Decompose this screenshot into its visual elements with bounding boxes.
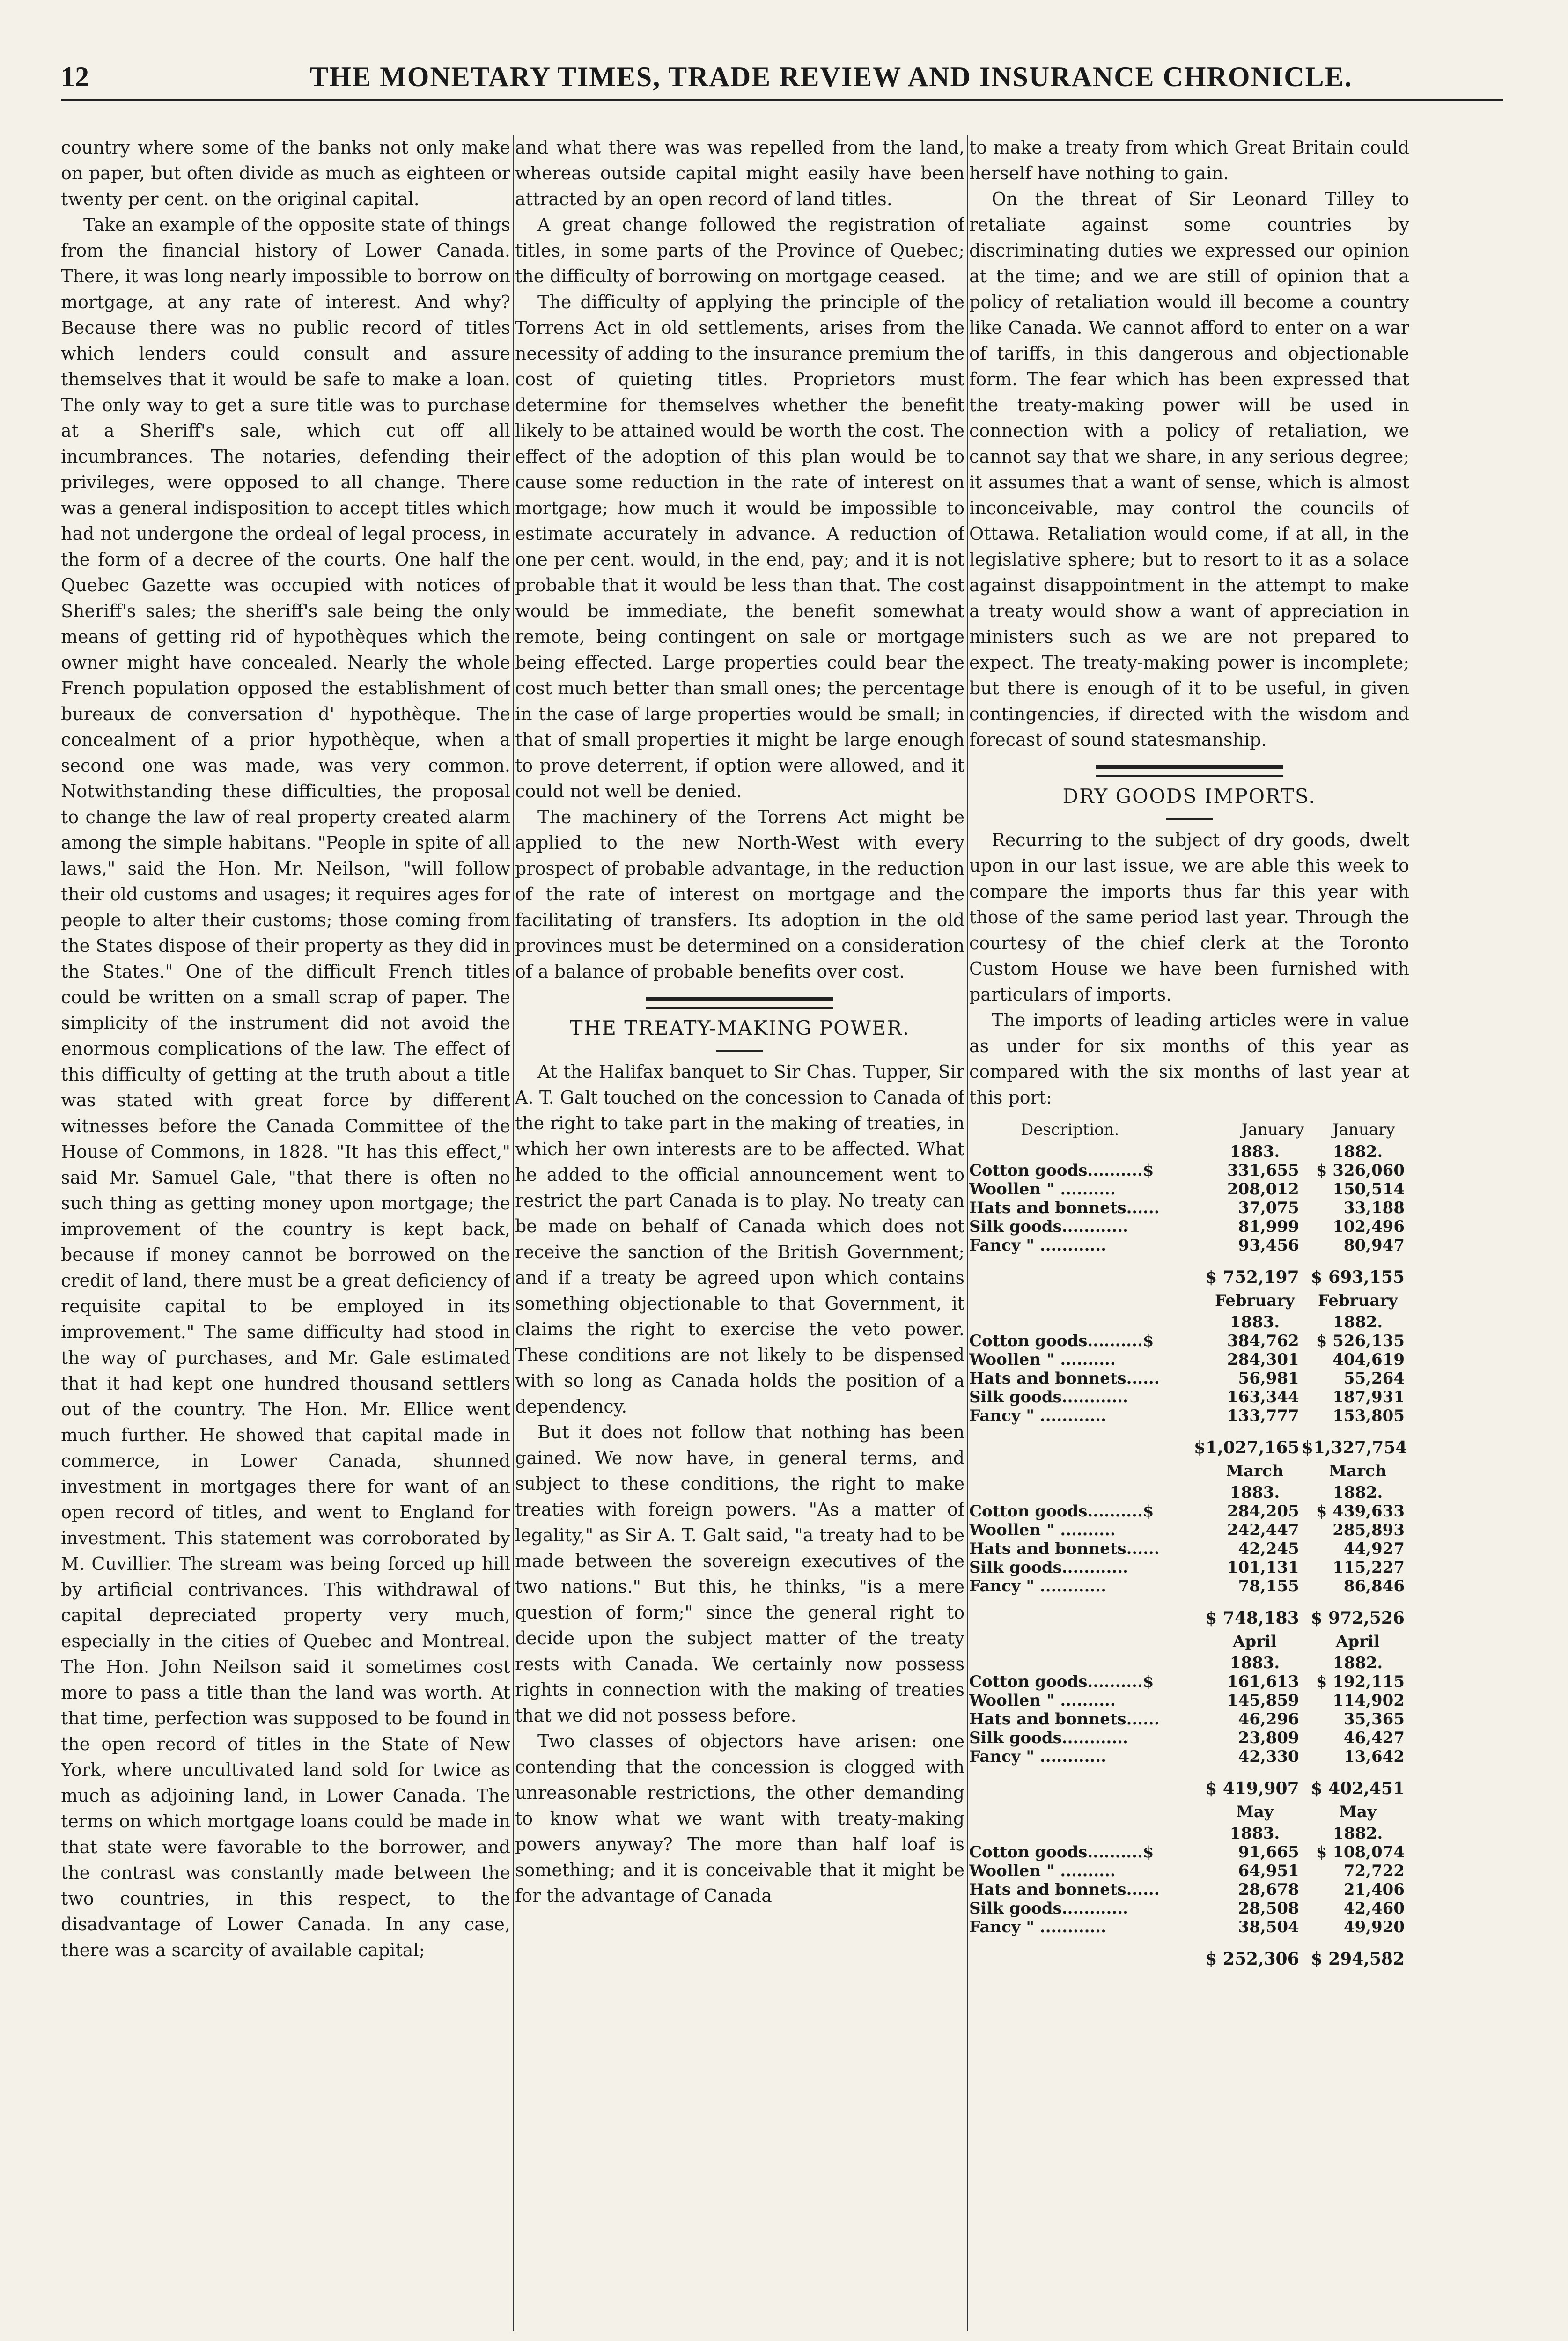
period-months (969, 1462, 1409, 1480)
value-1882: 13,642 (1343, 1747, 1405, 1766)
value-1882: 150,514 (1332, 1180, 1405, 1199)
value-1882: 80,947 (1343, 1236, 1405, 1255)
paragraph: The imports of leading articles were in value as under for six months of this year as compared with the six months of last year at this port: (969, 1010, 1409, 1108)
article-heading-treaty-making-power: THE TREATY-MAKING POWER. (569, 1016, 910, 1039)
year-1882: 1882. (1332, 1142, 1383, 1161)
row-label: Silk goods............ (969, 1217, 1128, 1236)
value-1882: 42,460 (1343, 1899, 1405, 1918)
table-row (969, 1406, 1409, 1425)
table-row (969, 1350, 1409, 1369)
table-row (969, 1369, 1409, 1388)
total-row (969, 1266, 1409, 1288)
row-label: Cotton goods..........$ (969, 1672, 1154, 1691)
table-row (969, 1236, 1409, 1255)
period-month-1882: January (1332, 1120, 1395, 1139)
row-label: Hats and bonnets...... (969, 1199, 1160, 1217)
table-row (969, 1161, 1409, 1180)
table-row (969, 1747, 1409, 1766)
period-month-1883: May (1236, 1803, 1274, 1821)
total-1882: $ 693,155 (1310, 1267, 1405, 1287)
year-1883: 1883. (1229, 1824, 1280, 1843)
table-row (969, 1332, 1409, 1350)
paragraph: Two classes of objectors have arisen: one contending that the concession is clogged with unreasonable restrictions, the other demanding to know what we want with treaty-making powers anyway? The more than half loaf is something; and it is conceivable that it might be for the advantage of Canada (515, 1731, 964, 1906)
period-month-1882: May (1339, 1803, 1377, 1821)
row-label: Cotton goods..........$ (969, 1502, 1154, 1521)
year-1882: 1882. (1332, 1313, 1383, 1332)
row-label: Silk goods............ (969, 1558, 1128, 1577)
value-1883: 208,012 (1227, 1180, 1299, 1199)
row-label: Fancy " ............ (969, 1747, 1106, 1766)
value-1882: 49,920 (1343, 1918, 1405, 1936)
publication-title: THE MONETARY TIMES, TRADE REVIEW AND INSURANCE CHRONICLE. (309, 61, 1353, 92)
value-1882: $ 108,074 (1316, 1843, 1405, 1862)
table-row (969, 1199, 1409, 1217)
period-years (969, 1483, 1409, 1502)
period-month-1883: February (1215, 1291, 1295, 1310)
total-row (969, 1607, 1409, 1629)
section-separator (1096, 765, 1283, 777)
row-label: Silk goods............ (969, 1388, 1128, 1406)
column-divider (513, 135, 514, 2331)
year-1883: 1883. (1229, 1313, 1280, 1332)
heading-rule (716, 1050, 763, 1052)
value-1883: 133,777 (1227, 1406, 1299, 1425)
table-row (969, 1691, 1409, 1710)
paragraph: to make a treaty from which Great Britain could herself have nothing to gain. (969, 137, 1409, 184)
table-row (969, 1880, 1409, 1899)
total-1882: $ 294,582 (1310, 1949, 1405, 1969)
total-1883: $ 748,183 (1205, 1608, 1299, 1628)
total-1883: $ 752,197 (1205, 1267, 1299, 1287)
table-row (969, 1180, 1409, 1199)
value-1883: 331,655 (1227, 1161, 1299, 1180)
column-3 (969, 135, 1409, 2326)
article-heading-dry-goods-imports: DRY GOODS IMPORTS. (1062, 785, 1316, 808)
period-months (969, 1632, 1409, 1651)
value-1882: 404,619 (1332, 1350, 1405, 1369)
row-label: Fancy " ............ (969, 1577, 1106, 1596)
table-row (969, 1577, 1409, 1596)
page-number: 12 (61, 61, 89, 92)
description-header: Description. (1021, 1120, 1119, 1139)
value-1882: 187,931 (1332, 1388, 1405, 1406)
table-row (969, 1710, 1409, 1729)
period-month-1883: April (1233, 1632, 1277, 1651)
row-label: Hats and bonnets...... (969, 1880, 1160, 1899)
total-1882: $1,327,754 (1302, 1438, 1407, 1458)
total-1882: $ 402,451 (1310, 1779, 1405, 1798)
table-row (969, 1899, 1409, 1918)
year-1883: 1883. (1229, 1142, 1280, 1161)
table-row (969, 1672, 1409, 1691)
row-label: Woollen " .......... (969, 1180, 1116, 1199)
period-month-1882: February (1318, 1291, 1398, 1310)
total-1883: $ 252,306 (1205, 1949, 1299, 1969)
table-row (969, 1729, 1409, 1747)
table-row (969, 1388, 1409, 1406)
table-row (969, 1558, 1409, 1577)
row-label: Woollen " .......... (969, 1862, 1116, 1880)
imports-table (969, 1120, 1409, 1970)
total-row (969, 1948, 1409, 1970)
value-1883: 23,809 (1238, 1729, 1299, 1747)
table-row (969, 1217, 1409, 1236)
row-label: Hats and bonnets...... (969, 1539, 1160, 1558)
value-1882: 35,365 (1343, 1710, 1405, 1729)
column-2 (515, 135, 964, 2326)
value-1883: 78,155 (1238, 1577, 1299, 1596)
paragraph: But it does not follow that nothing has been gained. We now have, in general terms, and subject to these conditions, the right to make treaties with foreign powers. "As a matter of legality," as Sir A. T. Galt said, "a treaty had to be made between the sovereign executives of the two nations." But this, he thinks, "is a mere question of form;" since the general right to decide upon the subject matter of the treaty rests with Canada. We certainly now possess rights in connection with the making of treaties that we did not possess before. (515, 1422, 964, 1726)
value-1882: 153,805 (1332, 1406, 1405, 1425)
value-1882: 46,427 (1343, 1729, 1405, 1747)
value-1882: 72,722 (1343, 1862, 1405, 1880)
year-1882: 1882. (1332, 1654, 1383, 1672)
value-1883: 42,330 (1238, 1747, 1299, 1766)
value-1882: 102,496 (1332, 1217, 1405, 1236)
table-row (969, 1843, 1409, 1862)
period-month-1883: March (1226, 1462, 1284, 1480)
row-label: Woollen " .......... (969, 1350, 1116, 1369)
period-month-1882: March (1329, 1462, 1387, 1480)
period-months (969, 1291, 1409, 1310)
period-month-1883: January (1241, 1120, 1304, 1139)
paragraph: country where some of the banks not only make on paper, but often divide as much as eighteen or twenty per cent. on the original capital. (61, 137, 510, 209)
value-1882: $ 526,135 (1316, 1332, 1405, 1350)
value-1882: 44,927 (1343, 1539, 1405, 1558)
table-row (969, 1502, 1409, 1521)
value-1883: 145,859 (1227, 1691, 1299, 1710)
row-label: Woollen " .......... (969, 1691, 1116, 1710)
value-1883: 56,981 (1238, 1369, 1299, 1388)
value-1882: 55,264 (1343, 1369, 1405, 1388)
table-header (969, 1120, 1409, 1140)
value-1883: 161,613 (1227, 1672, 1299, 1691)
value-1883: 42,245 (1238, 1539, 1299, 1558)
value-1883: 242,447 (1227, 1521, 1299, 1539)
row-label: Hats and bonnets...... (969, 1710, 1160, 1729)
row-label: Cotton goods..........$ (969, 1332, 1154, 1350)
row-label: Silk goods............ (969, 1729, 1128, 1747)
value-1883: 101,131 (1227, 1558, 1299, 1577)
value-1882: 115,227 (1332, 1558, 1405, 1577)
row-label: Fancy " ............ (969, 1918, 1106, 1936)
row-label: Woollen " .......... (969, 1521, 1116, 1539)
heading-rule (1166, 818, 1213, 820)
value-1882: 285,893 (1332, 1521, 1405, 1539)
total-row (969, 1436, 1409, 1459)
paragraph: and what there was was repelled from the land, whereas outside capital might easily have been attracted by an open record of land titles. (515, 137, 964, 209)
page-header (61, 52, 1381, 94)
row-label: Cotton goods..........$ (969, 1161, 1154, 1180)
value-1883: 64,951 (1238, 1862, 1299, 1880)
paragraph: At the Halifax banquet to Sir Chas. Tupper, Sir A. T. Galt touched on the concession to Canada of the right to take part in the making of treaties, in which her own interests are to be affected. What he added to the official announcement went to restrict the part Canada is to play. No treaty can be made on behalf of Canada which does not receive the sanction of the British Government; and if a treaty be agreed upon which contains something objectionable to that Government, it claims the right to exercise the veto power. These conditions are not likely to be dispensed with so long as Canada holds the position of a dependency. (515, 1061, 964, 1417)
value-1882: 21,406 (1343, 1880, 1405, 1899)
value-1883: 284,301 (1227, 1350, 1299, 1369)
value-1883: 28,508 (1238, 1899, 1299, 1918)
period-months (969, 1803, 1409, 1821)
row-label: Fancy " ............ (969, 1236, 1106, 1255)
paragraph: The machinery of the Torrens Act might be applied to the new North-West with every prospect of probable advantage, in the reduction of the rate of interest on mortgage and the facilitating of transfers. Its adoption in the old provinces must be determined on a consideration of a balance of probable benefits over cost. (515, 807, 964, 982)
value-1883: 384,762 (1227, 1332, 1299, 1350)
value-1883: 284,205 (1227, 1502, 1299, 1521)
column-divider (967, 135, 968, 2331)
period-month-1882: April (1336, 1632, 1380, 1651)
value-1883: 163,344 (1227, 1388, 1299, 1406)
table-row (969, 1918, 1409, 1936)
total-1883: $ 419,907 (1205, 1779, 1299, 1798)
table-row (969, 1539, 1409, 1558)
total-1882: $ 972,526 (1310, 1608, 1405, 1628)
value-1883: 46,296 (1238, 1710, 1299, 1729)
year-1883: 1883. (1229, 1654, 1280, 1672)
table-row (969, 1521, 1409, 1539)
year-1882: 1882. (1332, 1483, 1383, 1502)
header-rule (61, 99, 1503, 104)
value-1882: 114,902 (1332, 1691, 1405, 1710)
paragraph: Recurring to the subject of dry goods, dwelt upon in our last issue, we are able this week to compare the imports thus far this year with those of the same period last year. Through the courtesy of the chief clerk at the Toronto Custom House we have been furnished with particulars of imports. (969, 830, 1409, 1005)
value-1883: 93,456 (1238, 1236, 1299, 1255)
value-1882: 86,846 (1343, 1577, 1405, 1596)
paragraph: On the threat of Sir Leonard Tilley to retaliate against some countries by discriminating duties we expressed our opinion at the time; and we are still of opinion that a policy of retaliation would ill become a country like Canada. We cannot afford to enter on a war of tariffs, in this dangerous and objectionable form. The fear which has been expressed that the treaty-making power will be used in connection with a policy of retaliation, we cannot say that we share, in any serious degree; it assumes that a want of sense, which is almost inconceivable, may control the councils of Ottawa. Retaliation would come, if at all, in the legislative sphere; but to resort to it as a solace against disappointment in the attempt to make a treaty would show a want of appreciation in ministers such as we are not prepared to expect. The treaty-making power is incomplete; but there is enough of it to be useful, in given contingencies, if directed with the wisdom and forecast of sound statesmanship. (969, 189, 1409, 750)
period-years (969, 1313, 1409, 1332)
section-separator (646, 997, 833, 1009)
row-label: Fancy " ............ (969, 1406, 1106, 1425)
period-years (969, 1654, 1409, 1672)
total-row (969, 1777, 1409, 1800)
column-1 (61, 135, 510, 2326)
value-1883: 81,999 (1238, 1217, 1299, 1236)
period-years (969, 1142, 1409, 1161)
period-years (969, 1824, 1409, 1843)
value-1883: 91,665 (1238, 1843, 1299, 1862)
total-1883: $1,027,165 (1194, 1438, 1300, 1458)
row-label: Hats and bonnets...... (969, 1369, 1160, 1388)
value-1883: 38,504 (1238, 1918, 1299, 1936)
row-label: Cotton goods..........$ (969, 1843, 1154, 1862)
value-1882: $ 326,060 (1316, 1161, 1405, 1180)
year-1882: 1882. (1332, 1824, 1383, 1843)
value-1882: 33,188 (1343, 1199, 1405, 1217)
value-1883: 37,075 (1238, 1199, 1299, 1217)
year-1883: 1883. (1229, 1483, 1280, 1502)
table-row (969, 1862, 1409, 1880)
row-label: Silk goods............ (969, 1899, 1128, 1918)
paragraph: The difficulty of applying the principle of the Torrens Act in old settlements, arises from the necessity of adding to the insurance premium the cost of quieting titles. Proprietors must determine for themselves whether the benefit likely to be attained would be worth the cost. The effect of the adoption of this plan would be to cause some reduction in the rate of interest on mortgage; how much it would be impossible to estimate accurately in advance. A reduction of one per cent. would, in the end, pay; and it is not probable that it would be less than that. The cost would be immediate, the benefit somewhat remote, being contingent on sale or mortgage being effected. Large properties could bear the cost much better than small ones; the percentage in the case of large properties would be small; in that of small properties it might be large enough to prove deterrent, if option were allowed, and it could not well be denied. (515, 292, 964, 802)
paragraph: Take an example of the opposite state of things from the financial history of Lower Canada. There, it was long nearly impossible to borrow on mortgage, at any rate of interest. And why? Because there was no public record of titles which lenders could consult and assure themselves that it would be safe to make a loan. The only way to get a sure title was to purchase at a Sheriff's sale, which cut off all incumbrances. The notaries, defending their privileges, were opposed to all change. There was a general indisposition to accept titles which had not undergone the ordeal of legal process, in the form of a decree of the courts. One half the Quebec Gazette was occupied with notices of Sheriff's sales; the sheriff's sale being the only means of getting rid of hypothèques which the owner might have concealed. Nearly the whole French population opposed the establishment of bureaux de conversation d' hypothèque. The concealment of a prior hypothèque, when a second one was made, was very common. Notwithstanding these difficulties, the proposal to change the law of real property created alarm among the simple habitans. "People in spite of all laws," said the Hon. Mr. Neilson, "will follow their old customs and usages; it requires ages for people to alter their customs; those coming from the States dispose of their property as they did in the States." One of the difficult French titles could be written on a small scrap of paper. The simplicity of the instrument did not avoid the enormous complications of the law. The effect of this difficulty of getting at the truth about a title was stated with great force by different witnesses before the Canada Committee of the House of Commons, in 1828. "It has this effect," said Mr. Samuel Gale, "that there is often no such thing as getting money upon mortgage; the improvement of the country is kept back, because if money cannot be borrowed on the credit of land, there must be a great deficiency of requisite capital to be employed in its improvement." The same difficulty had stood in the way of purchases, and Mr. Gale estimated that it had kept one hundred thousand settlers out of the country. The Hon. Mr. Ellice went much further. He showed that capital made in commerce, in Lower Canada, shunned investment in mortgages there for want of an open record of titles, and went to England for investment. This statement was corroborated by M. Cuvillier. The stream was being forced up hill by artificial contrivances. This withdrawal of capital depreciated property very much, especially in the cities of Quebec and Montreal. The Hon. John Neilson said it sometimes cost more to pass a title than the land was worth. At that time, perfection was supposed to be found in the open record of titles in the State of New York, where uncultivated land sold for twice as much as adjoining land, in Lower Canada. The terms on which mortgage loans could be made in that state were favorable to the borrower, and the contrast was constantly made between the two countries, in this respect, to the disadvantage of Lower Canada. In any case, there was a scarcity of available capital; (61, 214, 510, 1960)
value-1883: 28,678 (1238, 1880, 1299, 1899)
value-1882: $ 439,633 (1316, 1502, 1405, 1521)
paragraph: A great change followed the registration of titles, in some parts of the Province of Quebec; the difficulty of borrowing on mortgage ceased. (515, 214, 964, 287)
value-1882: $ 192,115 (1316, 1672, 1405, 1691)
